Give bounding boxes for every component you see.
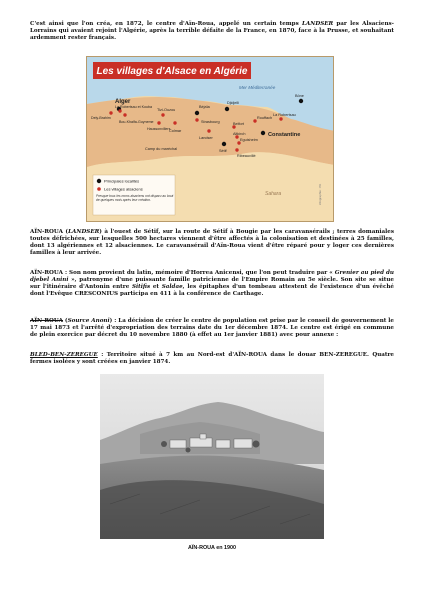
place-landser: Landser bbox=[199, 136, 213, 140]
p2-italic2: Sitifis bbox=[132, 284, 151, 291]
alsace-villages-map bbox=[86, 56, 334, 222]
p2-italic3: Saldae bbox=[161, 284, 183, 291]
place-rouffach: Rouffach bbox=[257, 116, 273, 120]
map-sea-label: Mer Méditerranée bbox=[239, 85, 276, 90]
legend-note: Presque tous les noms alsaciens ont disparu au bout de quelques mois après leur création. bbox=[96, 194, 174, 203]
intro-text-end: par les Alsaciens-Lorrains qui avaient rejoint l'Algérie, après la terrible défaite de la France, en 1870, face à la Prusse, et souhaitant ardemment rester français. bbox=[30, 21, 394, 42]
photo-caption: AÏN-ROUA en 1900 bbox=[187, 545, 237, 551]
place-colmar: Colmar bbox=[169, 129, 182, 133]
map-credit: infographie : PA bbox=[318, 183, 322, 205]
place-bone: Bône bbox=[295, 94, 304, 98]
place-dely-brahim: Dely-Brahim bbox=[91, 116, 111, 120]
p3-name: AÏN-ROUA bbox=[30, 318, 63, 324]
p1-alias: LANDSER bbox=[68, 229, 100, 235]
map-graphic bbox=[87, 57, 334, 222]
p2-text4: , les épitaphes d'un tombeau attestent de l'existence d'un évêché dont l'Evêque CRESCONIUS participa en 411 à la conférence de Carthage. bbox=[30, 284, 394, 298]
place-la-robertsau: La Robertsau bbox=[273, 113, 296, 117]
p4-name: BLED-BEN-ZEREGUE bbox=[30, 352, 98, 358]
photo-graphic bbox=[100, 374, 324, 539]
paragraph-creation-decision: AÏN-ROUA (Source Anoni) : La décision de créer le centre de population est prise par le conseil de gouvernement le 17 mai 1873 et l'arrêté d'expropriation des terrains date du 1er décembre 1874. Le centre est érigé en commune de plein exercice par décret du 10 novembre 1880 (à effet au 1er janvier 1881) avec pour annexe : bbox=[30, 318, 394, 339]
ain-roua-1900-photo bbox=[100, 374, 324, 539]
place-haussonvillers: Haussonvillers bbox=[147, 127, 171, 131]
place-setif: Sétif bbox=[219, 149, 227, 153]
intro-paragraph bbox=[30, 21, 394, 42]
place-djidjelli: Djidjelli bbox=[227, 101, 240, 105]
map-desert-label: Sahara bbox=[265, 191, 282, 197]
place-tizi-ouzou: Tizi-Ouzou bbox=[157, 108, 176, 112]
p3-source: Source Anoni bbox=[67, 318, 110, 324]
legend-principal: Principales localités bbox=[104, 178, 140, 184]
legend-villages: Les villages alsaciens bbox=[104, 186, 143, 192]
place-eguisheim: Eguisheim bbox=[240, 138, 258, 142]
place-camp-du-marechal: Camp du maréchal bbox=[145, 147, 178, 151]
place-altkirch: Altkirch bbox=[233, 132, 246, 136]
place-bou-khalfa: Bou-Khalfa-Guyneme bbox=[119, 120, 154, 124]
paragraph-name-origin bbox=[30, 270, 394, 298]
place-bejaia: Béjaïa bbox=[199, 105, 210, 109]
p1-text: à l'ouest de Sétif, sur la route de Sétif à Bougie par les caravansérails ; terres domaniales toutes défrichées, sur lesquelles 500 hectares viennent d'être affectés à la colonisation et destinées à 25 familles, dont 13 algériennes et 12 alsaciennes. Le caravansérail d'Aïn-Roua vient d'être réparé pour y loger ces dernières familles à leur arrivée. bbox=[30, 229, 394, 257]
paragraph-ain-roua-landser: AÏN-ROUA (LANDSER) à l'ouest de Sétif, sur la route de Sétif à Bougie par les caravansérails ; terres domaniales toutes défrichées, sur lesquelles 500 hectares viennent d'être affectés à la colonisation et destinées à 25 familles, dont 13 algériennes et 12 alsaciennes. Le caravansérail d'Aïn-Roua vient d'être réparé pour y loger ces dernières familles à leur arrivée. bbox=[30, 229, 394, 257]
place-la-robertsau-kouba: La Robertsau et Kouba bbox=[115, 105, 152, 109]
place-ribeauville: Ribeauvillé bbox=[237, 154, 256, 158]
intro-text: C'est ainsi que l'on créa, en 1872, le centre d'Aïn-Roua, appelé un certain temps bbox=[30, 21, 302, 27]
p2-italic1: Grenier au pied du djebel Anini bbox=[30, 270, 394, 284]
place-constantine: Constantine bbox=[268, 132, 301, 138]
p2-text2: », patronyme d'une puissante famille patricienne de l'Empire Romain au 5e siècle. Son site se situe sur l'itinéraire d'Antonin entre bbox=[30, 277, 394, 291]
place-belfort: Belfort bbox=[233, 122, 244, 126]
p2-text1: AÏN-ROUA : Son nom provient du latin, mémoire d'Horrea Anicensi, que l'on peut traduire par « bbox=[30, 270, 335, 276]
p4-text: : Territoire situé à 7 km au Nord-est d'AÏN-ROUA dans le douar BEN-ZEREGUE. Quatre fermes isolées y sont créées en janvier 1874. bbox=[30, 352, 394, 366]
map-legend bbox=[93, 175, 175, 215]
intro-landser: LANDSER bbox=[301, 21, 334, 27]
paragraph-bled-ben-zeregue bbox=[30, 352, 394, 366]
place-alger: Alger bbox=[115, 99, 131, 105]
p1-name: AÏN-ROUA bbox=[30, 229, 63, 235]
place-strasbourg: Strasbourg bbox=[201, 120, 220, 124]
p3-text: : La décision de créer le centre de population est prise par le conseil de gouvernement le 17 mai 1873 et l'arrêté d'expropriation des terrains date du 1er décembre 1874. Le centre est érigé en commune de plein exercice par décret du 10 novembre 1880 (à effet au 1er janvier 1881) avec pour annexe : bbox=[30, 318, 394, 339]
p2-text3: et bbox=[150, 284, 162, 291]
map-title: Les villages d'Alsace en Algérie bbox=[96, 66, 248, 77]
